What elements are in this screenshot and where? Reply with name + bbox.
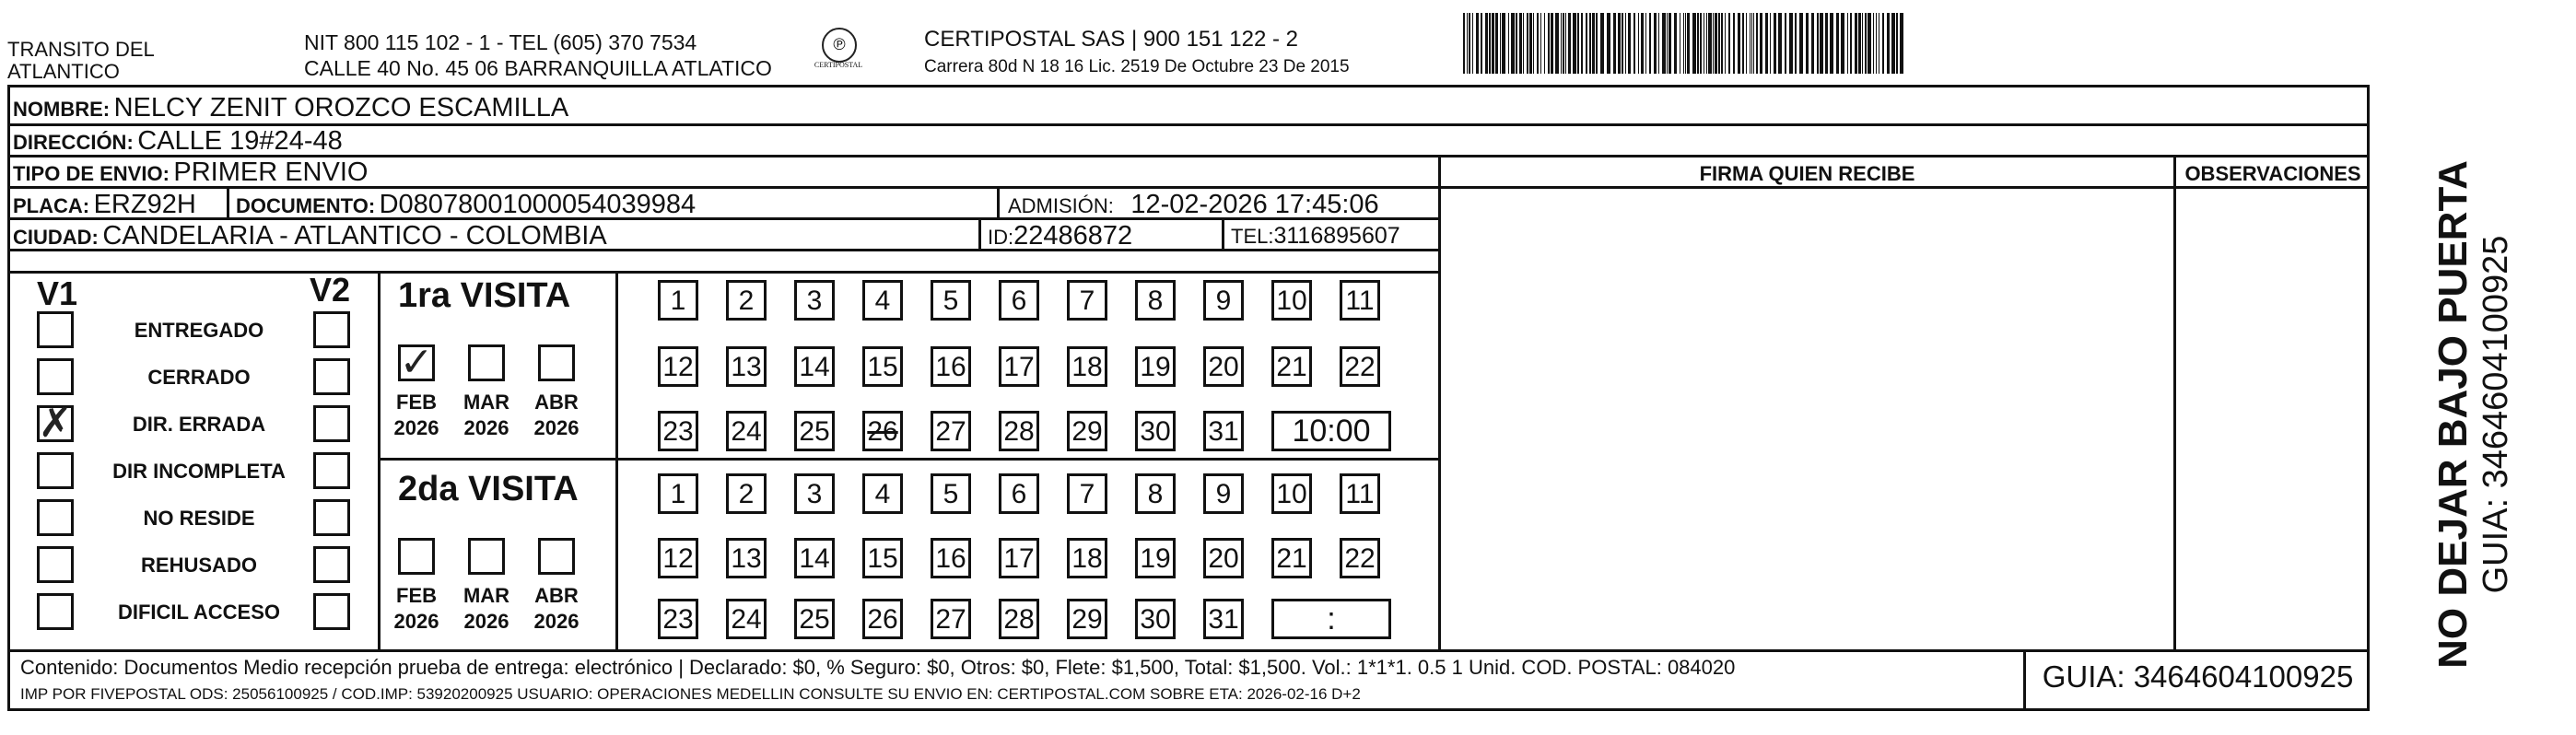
logo-text: CERTIPOSTAL xyxy=(814,61,863,69)
barcode-bar xyxy=(1685,13,1686,74)
status-label: REHUSADO xyxy=(141,554,257,577)
barcode-bar xyxy=(1692,13,1696,74)
barcode-bar xyxy=(1746,13,1747,74)
day-box[interactable]: 17 xyxy=(999,538,1039,578)
barcode-bar xyxy=(1537,13,1539,74)
barcode-bar xyxy=(1551,13,1553,74)
day-box[interactable]: 4 xyxy=(862,280,903,321)
barcode-bar xyxy=(1725,13,1726,74)
barcode-bar xyxy=(1799,13,1803,74)
org-name xyxy=(7,39,155,83)
no-dejar-bajo-puerta: NO DEJAR BAJO PUERTA xyxy=(2430,160,2476,669)
status-label: DIR INCOMPLETA xyxy=(112,460,286,483)
day-box[interactable]: 19 xyxy=(1135,346,1176,387)
day-box[interactable]: 3 xyxy=(794,473,835,514)
barcode-bar xyxy=(1469,13,1470,74)
month-label: MAR xyxy=(463,391,510,414)
placa-value: ERZ92H xyxy=(93,190,196,219)
direccion-value: CALLE 19#24-48 xyxy=(137,126,343,156)
barcode-bar xyxy=(1715,13,1717,74)
col-divider xyxy=(2173,155,2176,650)
observaciones-header: OBSERVACIONES xyxy=(2184,162,2361,185)
day-box[interactable]: 27 xyxy=(931,411,971,451)
barcode-bar xyxy=(1548,13,1550,74)
nombre-row xyxy=(13,93,568,123)
barcode-bar xyxy=(1463,13,1465,74)
barcode-bar xyxy=(1806,13,1809,74)
year-label: 2026 xyxy=(533,610,580,633)
day-box[interactable]: 4 xyxy=(862,473,903,514)
v1-checkbox[interactable] xyxy=(37,452,74,489)
year-label: 2026 xyxy=(533,416,580,439)
day-box[interactable]: 8 xyxy=(1135,473,1176,514)
barcode-bar xyxy=(1847,13,1848,74)
documento-cell xyxy=(236,190,696,220)
barcode-bar xyxy=(1887,13,1890,74)
barcode-bar xyxy=(1817,13,1819,74)
barcode-bar xyxy=(1742,13,1744,74)
day-box[interactable]: 28 xyxy=(999,411,1039,451)
day-box[interactable]: 14 xyxy=(794,538,835,578)
day-box[interactable]: 23 xyxy=(658,599,698,639)
side-notice xyxy=(2377,111,2570,718)
barcode-bar xyxy=(1795,13,1797,74)
barcode-bar xyxy=(1873,13,1874,74)
barcode-bar xyxy=(1770,13,1771,74)
barcode-bar xyxy=(1669,13,1671,74)
barcode-bar xyxy=(1581,13,1583,74)
v1-checkbox[interactable] xyxy=(37,499,74,536)
firma-header: FIRMA QUIEN RECIBE xyxy=(1699,162,1915,185)
v1-checkbox[interactable] xyxy=(37,593,74,630)
direccion-label: DIRECCIÓN: xyxy=(13,131,134,154)
day-box[interactable]: 1 xyxy=(658,280,698,321)
barcode-bar xyxy=(1527,13,1528,74)
day-box[interactable]: 27 xyxy=(931,599,971,639)
nit-line: NIT 800 115 102 - 1 - TEL (605) 370 7534 xyxy=(304,30,697,54)
barcode-bar xyxy=(1778,13,1782,74)
barcode-bar xyxy=(1713,13,1714,74)
day-box[interactable]: 15 xyxy=(862,346,903,387)
barcode-bar xyxy=(1900,13,1903,74)
barcode-bar xyxy=(1540,13,1541,74)
barcode-bar xyxy=(1654,13,1657,74)
v2-checkbox[interactable] xyxy=(313,452,350,489)
content-details: Contenido: Documentos Medio recepción prueba de entrega: electrónico | Declarado: $0, % Seguro: $0, Otros: $0, Flete: $1,500, Total: $1,500. Vol.: 1*1*1. 0.5 1 Unid. COD. POSTAL: 084020 xyxy=(20,656,1736,679)
barcode-bar xyxy=(1738,13,1740,74)
barcode-bar xyxy=(1596,13,1598,74)
day-box[interactable]: 25 xyxy=(794,599,835,639)
ciudad-cell xyxy=(13,221,607,251)
address-line: CALLE 40 No. 45 06 BARRANQUILLA ATLATICO xyxy=(304,56,772,80)
day-box[interactable]: 14 xyxy=(794,346,835,387)
first-visit-time[interactable]: 10:00 xyxy=(1271,411,1391,451)
day-box[interactable]: 1 xyxy=(658,473,698,514)
barcode-bar xyxy=(1600,13,1604,74)
day-box[interactable]: 17 xyxy=(999,346,1039,387)
barcode-bar xyxy=(1489,13,1491,74)
status-label: CERRADO xyxy=(147,366,251,389)
barcode-bar xyxy=(1641,13,1644,74)
barcode-bar xyxy=(1568,13,1571,74)
barcode-bar xyxy=(1492,13,1494,74)
day-box[interactable]: 29 xyxy=(1067,411,1107,451)
barcode-bar xyxy=(1667,13,1668,74)
barcode-bar xyxy=(1789,13,1793,74)
day-box[interactable]: 12 xyxy=(658,346,698,387)
day-box[interactable]: 22 xyxy=(1340,538,1380,578)
barcode-bar xyxy=(1750,13,1751,74)
day-box[interactable]: 18 xyxy=(1067,538,1107,578)
year-label: 2026 xyxy=(463,416,509,439)
print-details: IMP POR FIVEPOSTAL ODS: 25056100925 / COD.IMP: 53920200925 USUARIO: OPERACIONES MEDELLIN CONSULTE SU ENVIO EN: CERTIPOSTAL.COM SOBRE ETA: 2026-02-16 D+2 xyxy=(20,685,1361,703)
certipostal-logo xyxy=(802,28,875,74)
month-label: FEB xyxy=(396,391,437,414)
day-box[interactable]: 26 xyxy=(862,599,903,639)
month-checkbox[interactable] xyxy=(538,538,575,575)
courier-line: CERTIPOSTAL SAS | 900 151 122 - 2 xyxy=(924,27,1298,52)
cell-divider xyxy=(378,271,381,650)
barcode-bar xyxy=(1855,13,1857,74)
barcode-bar xyxy=(1613,13,1616,74)
status-label: DIR. ERRADA xyxy=(132,413,266,436)
admision-cell xyxy=(1008,190,1379,220)
placa-label: PLACA: xyxy=(13,194,90,217)
month-label: FEB xyxy=(396,584,437,607)
tel-cell xyxy=(1231,223,1400,250)
barcode-bar xyxy=(1645,13,1646,74)
barcode-bar xyxy=(1891,13,1895,74)
row-divider xyxy=(7,649,2370,652)
check-mark-icon: ✓ xyxy=(399,340,434,385)
day-box[interactable]: 13 xyxy=(726,346,767,387)
day-box[interactable]: 24 xyxy=(726,599,767,639)
barcode-bar xyxy=(1544,13,1545,74)
row-divider xyxy=(7,123,2370,126)
barcode-bar xyxy=(1529,13,1532,74)
day-box[interactable]: 11 xyxy=(1340,280,1380,321)
day-box[interactable]: 26 xyxy=(862,411,903,451)
v2-checkbox[interactable] xyxy=(313,499,350,536)
day-box[interactable]: 12 xyxy=(658,538,698,578)
v1-checkbox[interactable] xyxy=(37,546,74,583)
day-box[interactable]: 19 xyxy=(1135,538,1176,578)
year-label: 2026 xyxy=(393,610,439,633)
tipo-envio-label: TIPO DE ENVIO: xyxy=(13,162,170,185)
day-box[interactable]: 2 xyxy=(726,473,767,514)
barcode-bar xyxy=(1481,13,1482,74)
org-name-line1: TRANSITO DEL xyxy=(7,38,155,61)
day-box[interactable]: 16 xyxy=(931,346,971,387)
v1-checkbox[interactable] xyxy=(37,358,74,395)
logo-mark-icon: ℗ xyxy=(822,28,857,63)
status-label: ENTREGADO xyxy=(134,319,264,342)
col-divider xyxy=(1438,155,1441,650)
day-box[interactable]: 7 xyxy=(1067,280,1107,321)
month-label: MAR xyxy=(463,584,510,607)
day-box[interactable]: 30 xyxy=(1135,599,1176,639)
barcode-bar xyxy=(1896,13,1898,74)
org-contact xyxy=(304,29,772,81)
barcode-bar xyxy=(1476,13,1479,74)
day-box[interactable]: 13 xyxy=(726,538,767,578)
day-box[interactable]: 30 xyxy=(1135,411,1176,451)
courier-sub-line: Carrera 80d N 18 16 Lic. 2519 De Octubre 23 De 2015 xyxy=(924,57,1350,76)
nombre-label: NOMBRE: xyxy=(13,98,111,121)
barcode-bar xyxy=(1565,13,1566,74)
barcode-bar xyxy=(1718,13,1720,74)
org-name-line2: ATLANTICO xyxy=(7,60,120,83)
day-box[interactable]: 9 xyxy=(1203,280,1244,321)
day-box[interactable]: 31 xyxy=(1203,599,1244,639)
barcode-bar xyxy=(1589,13,1591,74)
barcode-bar xyxy=(1502,13,1505,74)
v2-checkbox[interactable] xyxy=(313,405,350,442)
barcode-bar xyxy=(1674,13,1677,74)
admision-value: 12-02-2026 17:45:06 xyxy=(1130,190,1379,219)
barcode-bar xyxy=(1721,13,1723,74)
month-checkbox[interactable] xyxy=(538,344,575,381)
day-box[interactable]: 29 xyxy=(1067,599,1107,639)
barcode-bar xyxy=(1573,13,1576,74)
day-box[interactable]: 21 xyxy=(1271,538,1312,578)
barcode-bar xyxy=(1728,13,1730,74)
day-box[interactable]: 6 xyxy=(999,473,1039,514)
tipo-envio-value: PRIMER ENVIO xyxy=(173,158,369,187)
day-box[interactable]: 8 xyxy=(1135,280,1176,321)
cell-divider xyxy=(978,217,981,249)
month-label: ABR xyxy=(534,584,579,607)
admision-label: ADMISIÓN: xyxy=(1008,194,1114,217)
v2-checkbox[interactable] xyxy=(313,311,350,348)
day-box[interactable]: 11 xyxy=(1340,473,1380,514)
barcode-bar xyxy=(1586,13,1587,74)
barcode-bar xyxy=(1774,13,1776,74)
day-box[interactable]: 25 xyxy=(794,411,835,451)
v1-header: V1 xyxy=(37,274,78,312)
barcode-bar xyxy=(1628,13,1631,74)
year-label: 2026 xyxy=(463,610,509,633)
v2-checkbox[interactable] xyxy=(313,358,350,395)
status-label: DIFICIL ACCESO xyxy=(117,601,280,624)
x-mark-icon: ✗ xyxy=(38,401,73,446)
year-label: 2026 xyxy=(393,416,439,439)
barcode-bar xyxy=(1472,13,1473,74)
day-box[interactable]: 21 xyxy=(1271,346,1312,387)
day-box[interactable]: 24 xyxy=(726,411,767,451)
barcode-bar xyxy=(1649,13,1651,74)
barcode-bar xyxy=(1516,13,1517,74)
placa-cell xyxy=(13,190,196,220)
barcode-bar xyxy=(1658,13,1659,74)
side-notice-text xyxy=(2431,160,2516,669)
barcode-bar xyxy=(1523,13,1524,74)
barcode-bar xyxy=(1563,13,1564,74)
barcode-bar xyxy=(1622,13,1623,74)
day-box[interactable]: 10 xyxy=(1271,473,1312,514)
barcode-bar xyxy=(1697,13,1699,74)
day-box[interactable]: 9 xyxy=(1203,473,1244,514)
tipo-envio-row xyxy=(13,158,368,188)
guia-number: GUIA: 3464604100925 xyxy=(2042,659,2354,694)
ciudad-value: CANDELARIA - ATLANTICO - COLOMBIA xyxy=(102,221,607,251)
barcode-bar xyxy=(1751,13,1752,74)
day-box[interactable]: 28 xyxy=(999,599,1039,639)
cell-divider xyxy=(1222,217,1224,249)
documento-value: D08078001000054039984 xyxy=(379,190,697,219)
id-value: 22486872 xyxy=(1013,221,1133,251)
cell-divider xyxy=(997,186,1000,217)
v2-header: V2 xyxy=(310,271,351,309)
day-box[interactable]: 3 xyxy=(794,280,835,321)
barcode-bar xyxy=(1555,13,1559,74)
barcode-bar xyxy=(1625,13,1626,74)
barcode-bar xyxy=(1820,13,1823,74)
barcode-bar xyxy=(1836,13,1839,74)
direccion-row xyxy=(13,126,343,157)
barcode-bar xyxy=(1683,13,1684,74)
id-label: ID: xyxy=(988,226,1014,249)
barcode-bar xyxy=(1850,13,1852,74)
barcode-bar xyxy=(1733,13,1735,74)
month-label: ABR xyxy=(534,391,579,414)
visit-divider xyxy=(378,458,1441,461)
barcode-bar xyxy=(1830,13,1833,74)
barcode-bar xyxy=(1700,13,1702,74)
day-box[interactable]: 16 xyxy=(931,538,971,578)
documento-label: DOCUMENTO: xyxy=(236,194,376,217)
barcode-bar xyxy=(1756,13,1758,74)
month-checkbox[interactable] xyxy=(398,538,435,575)
barcode-bar xyxy=(1760,13,1762,74)
day-box[interactable]: 22 xyxy=(1340,346,1380,387)
id-cell xyxy=(988,221,1132,251)
cell-divider xyxy=(615,271,618,650)
barcode-bar xyxy=(1753,13,1754,74)
tel-label: TEL: xyxy=(1231,225,1274,248)
day-box[interactable]: 31 xyxy=(1203,411,1244,451)
second-visit-title: 2da VISITA xyxy=(398,470,579,508)
barcode-bar xyxy=(1868,13,1871,74)
barcode-bar xyxy=(1862,13,1863,74)
second-visit-time[interactable]: : xyxy=(1271,599,1391,639)
nombre-value: NELCY ZENIT OROZCO ESCAMILLA xyxy=(113,93,569,122)
v2-checkbox[interactable] xyxy=(313,593,350,630)
barcode-bar xyxy=(1765,13,1768,74)
barcode-bar xyxy=(1841,13,1844,74)
day-box[interactable]: 7 xyxy=(1067,473,1107,514)
day-box[interactable]: 5 xyxy=(931,473,971,514)
barcode-bar xyxy=(1592,13,1595,74)
v2-checkbox[interactable] xyxy=(313,546,350,583)
barcode-bar xyxy=(1511,13,1515,74)
day-box[interactable]: 20 xyxy=(1203,538,1244,578)
barcode-bar xyxy=(1638,13,1639,74)
barcode xyxy=(1463,13,1905,74)
row-divider xyxy=(7,271,1441,274)
day-box[interactable]: 5 xyxy=(931,280,971,321)
barcode-bar xyxy=(1858,13,1861,74)
barcode-bar xyxy=(1876,13,1877,74)
day-box[interactable]: 20 xyxy=(1203,346,1244,387)
barcode-bar xyxy=(1500,13,1501,74)
status-label: NO RESIDE xyxy=(143,507,255,530)
barcode-bar xyxy=(1577,13,1579,74)
day-box[interactable]: 23 xyxy=(658,411,698,451)
barcode-bar xyxy=(1607,13,1610,74)
day-box[interactable]: 2 xyxy=(726,280,767,321)
v1-checkbox[interactable] xyxy=(37,311,74,348)
barcode-bar xyxy=(1882,13,1884,74)
barcode-bar xyxy=(1467,13,1468,74)
barcode-bar xyxy=(1495,13,1498,74)
day-box[interactable]: 10 xyxy=(1271,280,1312,321)
cell-divider xyxy=(227,186,229,217)
barcode-bar xyxy=(1561,13,1562,74)
barcode-bar xyxy=(1865,13,1867,74)
ciudad-label: CIUDAD: xyxy=(13,226,99,249)
courier-info xyxy=(924,26,1350,81)
barcode-bar xyxy=(1618,13,1621,74)
barcode-bar xyxy=(1508,13,1509,74)
side-guia-number: GUIA: 3464604100925 xyxy=(2476,235,2515,594)
barcode-bar xyxy=(1708,13,1712,74)
barcode-bar xyxy=(1811,13,1814,74)
barcode-bar xyxy=(1825,13,1828,74)
day-box[interactable]: 15 xyxy=(862,538,903,578)
day-box[interactable]: 6 xyxy=(999,280,1039,321)
barcode-bar xyxy=(1687,13,1690,74)
day-box[interactable]: 18 xyxy=(1067,346,1107,387)
first-visit-title: 1ra VISITA xyxy=(398,276,571,315)
barcode-bar xyxy=(1785,13,1786,74)
barcode-bar xyxy=(1533,13,1534,74)
barcode-bar xyxy=(1485,13,1488,74)
month-checkbox[interactable] xyxy=(468,344,505,381)
tel-value: 3116895607 xyxy=(1273,223,1400,249)
barcode-bar xyxy=(1519,13,1522,74)
barcode-bar xyxy=(1662,13,1666,74)
barcode-bar xyxy=(1706,13,1707,74)
month-checkbox[interactable] xyxy=(468,538,505,575)
barcode-bar xyxy=(1633,13,1635,74)
